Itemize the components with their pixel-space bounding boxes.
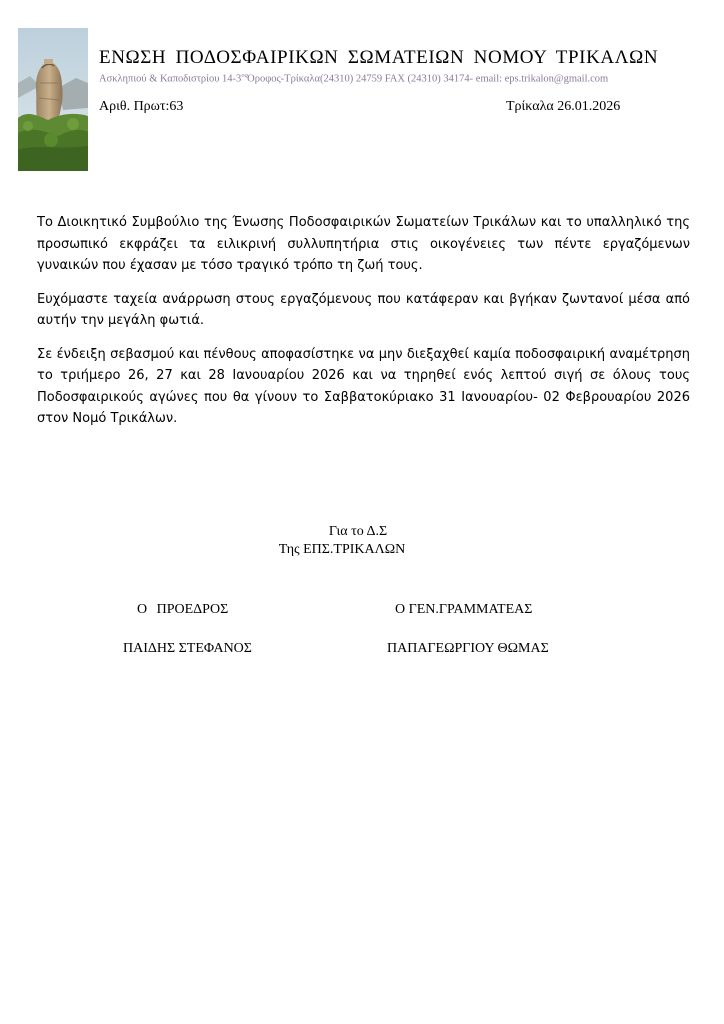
floor-ordinal: ος xyxy=(241,72,248,79)
letter-body xyxy=(37,212,690,442)
contact-address: Ασκληπιού & Καποδιστρίου 14-3 xyxy=(99,73,242,85)
organization-name: ΕΝΩΣΗ ΠΟΔΟΣΦΑΙΡΙΚΩΝ ΣΩΜΑΤΕΙΩΝ ΝΟΜΟΥ ΤΡΙΚΑΛΩΝ xyxy=(99,47,659,68)
general-secretary-title: Ο ΓΕΝ.ΓΡΑΜΜΑΤΕΑΣ xyxy=(395,602,533,617)
paragraph-decision: Σε ένδειξη σεβασμού και πένθους αποφασίστηκε να μην διεξαχθεί καμία ποδοσφαιρική αναμέτρηση το τριήμερο 26, 27 και 28 Ιανουαρίου 2026 και να τηρηθεί ενός λεπτού σιγή σε όλους τους Ποδοσφαιρικούς αγώνες που θα γίνουν το Σαββατοκύριακο 31 Ιανουαρίου- 02 Φεβρουαρίου 2026 στον Νομό Τρικάλων. xyxy=(37,346,690,426)
closing-line-board: Για το Δ.Σ xyxy=(328,524,388,539)
paragraph-recovery-wishes: Ευχόμαστε ταχεία ανάρρωση στους εργαζόμενους που κατάφεραν και βγήκαν ζωντανοί μέσα από αυτήν την μεγάλη φωτιά. xyxy=(37,291,690,328)
closing-line-union: Της ΕΠΣ.ΤΡΙΚΑΛΩΝ xyxy=(278,542,406,557)
meteora-rock-photo xyxy=(18,28,88,171)
protocol-number: Αριθ. Πρωτ:63 xyxy=(99,99,184,114)
document-date: Τρίκαλα 26.01.2026 xyxy=(506,99,621,114)
general-secretary-name: ΠΑΠΑΓΕΩΡΓΙΟΥ ΘΩΜΑΣ xyxy=(387,641,549,656)
contact-details: Όροφος-Τρίκαλα(24310) 24759 FAX (24310) 34174- email: eps.trikalon@gmail.com xyxy=(247,73,609,85)
paragraph-condolences: Το Διοικητικό Συμβούλιο της Ένωσης Ποδοσφαιρικών Σωματείων Τρικάλων και το υπαλληλικό της προσωπικό εκφράζει τα ειλικρινή συλλυπητήρια στις οικογένειες των πέντε εργαζόμενων γυναικών που έχασαν με τόσο τραγικό τρόπο τη ζωή τους. xyxy=(37,215,690,273)
organization-contact xyxy=(99,72,608,85)
president-title: Ο ΠΡΟΕΔΡΟΣ xyxy=(137,602,229,617)
president-name: ΠΑΙΔΗΣ ΣΤΕΦΑΝΟΣ xyxy=(123,641,252,656)
